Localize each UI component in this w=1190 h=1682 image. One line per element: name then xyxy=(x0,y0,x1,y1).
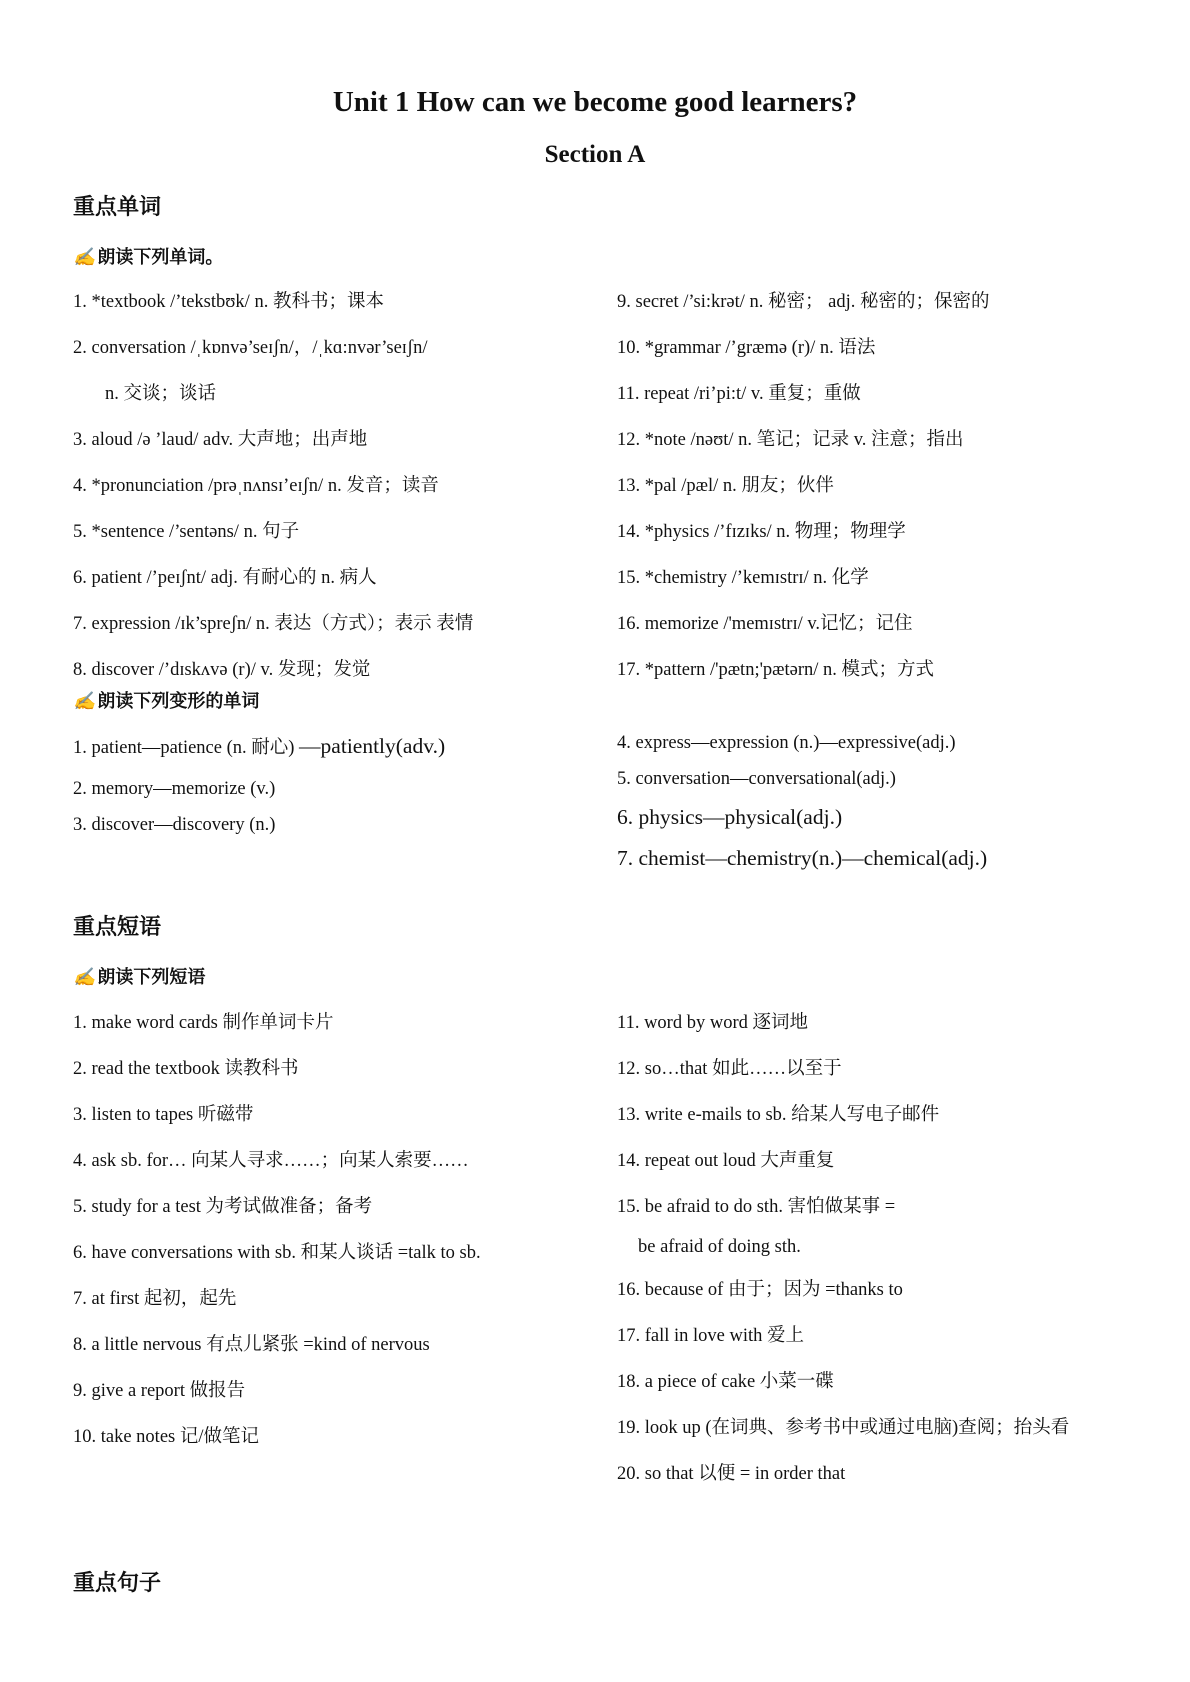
form-item: 7. chemist—chemistry(n.)—chemical(adj.) xyxy=(617,846,988,870)
phrase-item: 3. listen to tapes 听磁带 xyxy=(73,1105,254,1125)
vocab-item: 12. *note /nəʊt/ n. 笔记；记录 v. 注意；指出 xyxy=(617,430,964,450)
pen-icon: ✍ xyxy=(73,247,96,268)
phrase-item: 5. study for a test 为考试做准备；备考 xyxy=(73,1197,373,1217)
vocab-item: 5. *sentence /’sentəns/ n. 句子 xyxy=(73,522,300,542)
vocab-heading: 重点单词 xyxy=(73,195,162,220)
vocab-item: 15. *chemistry /’kemɪstrɪ/ n. 化学 xyxy=(617,568,869,588)
forms-instruction-text: 朗读下列变形的单词 xyxy=(97,691,260,712)
phrase-item: 10. take notes 记/做笔记 xyxy=(73,1427,260,1447)
phrase-item: 14. repeat out loud 大声重复 xyxy=(617,1151,835,1171)
vocab-item: 10. *grammar /’græmə (r)/ n. 语法 xyxy=(617,338,876,358)
pen-icon: ✍ xyxy=(73,691,96,712)
phrases-heading: 重点短语 xyxy=(73,915,162,940)
phrase-item: 8. a little nervous 有点儿紧张 =kind of nervous xyxy=(73,1335,430,1355)
phrase-item: 15. be afraid to do sth. 害怕做某事 = xyxy=(617,1197,896,1217)
vocab-item: 7. expression /ɪk’spreʃn/ n. 表达（方式）；表示 表情 xyxy=(73,614,474,634)
form-item xyxy=(73,733,445,759)
form-item-part-large: —patiently(adv.) xyxy=(299,734,446,758)
pen-icon: ✍ xyxy=(73,967,96,988)
phrase-item: 16. because of 由于；因为 =thanks to xyxy=(617,1280,903,1300)
form-item: 3. discover—discovery (n.) xyxy=(73,815,276,835)
forms-instruction xyxy=(73,687,259,713)
phrase-item-continued: be afraid of doing sth. xyxy=(638,1237,801,1257)
phrase-item: 7. at first 起初，起先 xyxy=(73,1289,237,1309)
vocab-item: 13. *pal /pæl/ n. 朋友；伙伴 xyxy=(617,476,834,496)
form-item-part: 1. patient—patience (n. 耐心) xyxy=(73,738,300,758)
phrase-item: 11. word by word 逐词地 xyxy=(617,1013,808,1033)
phrase-item: 2. read the textbook 读教科书 xyxy=(73,1059,299,1079)
phrase-item: 1. make word cards 制作单词卡片 xyxy=(73,1013,334,1033)
phrase-item: 6. have conversations with sb. 和某人谈话 =talk to sb. xyxy=(73,1243,481,1263)
phrase-item: 17. fall in love with 爱上 xyxy=(617,1326,805,1346)
phrase-item: 12. so…that 如此……以至于 xyxy=(617,1059,842,1079)
vocab-item: 14. *physics /’fɪzɪks/ n. 物理；物理学 xyxy=(617,522,906,542)
vocab-item: 9. secret /’si:krət/ n. 秘密； adj. 秘密的；保密的 xyxy=(617,292,990,312)
sentences-heading: 重点句子 xyxy=(73,1571,162,1596)
vocab-item: 1. *textbook /’tekstbʊk/ n. 教科书；课本 xyxy=(73,292,384,312)
vocab-item: 6. patient /’peɪʃnt/ adj. 有耐心的 n. 病人 xyxy=(73,568,377,588)
vocab-item: 16. memorize /'memɪstrɪ/ v.记忆；记住 xyxy=(617,614,913,634)
vocab-item: 17. *pattern /'pætn;'pætərn/ n. 模式；方式 xyxy=(617,660,935,680)
phrases-instruction xyxy=(73,963,205,989)
phrase-item: 9. give a report 做报告 xyxy=(73,1381,246,1401)
vocab-item: 2. conversation /ˌkɒnvə’seɪʃn/，/ˌkɑ:nvər’seɪʃn/ xyxy=(73,338,428,358)
phrase-item: 18. a piece of cake 小菜一碟 xyxy=(617,1372,834,1392)
phrase-item: 4. ask sb. for… 向某人寻求……；向某人索要…… xyxy=(73,1151,469,1171)
vocab-instruction xyxy=(73,243,223,269)
phrases-instruction-text: 朗读下列短语 xyxy=(97,967,206,988)
form-item: 6. physics—physical(adj.) xyxy=(617,805,843,829)
vocab-item: 8. discover /’dɪskʌvə (r)/ v. 发现；发觉 xyxy=(73,660,371,680)
phrase-item: 19. look up (在词典、参考书中或通过电脑)查阅；抬头看 xyxy=(617,1418,1070,1438)
form-item: 4. express—expression (n.)—expressive(adj.) xyxy=(617,733,956,753)
phrase-item: 13. write e-mails to sb. 给某人写电子邮件 xyxy=(617,1105,940,1125)
form-item: 2. memory—memorize (v.) xyxy=(73,779,276,799)
vocab-item-continued: n. 交谈；谈话 xyxy=(105,384,217,404)
section-title: Section A xyxy=(544,141,646,168)
vocab-item: 4. *pronunciation /prəˌnʌnsɪ’eɪʃn/ n. 发音；读音 xyxy=(73,476,439,496)
phrase-item: 20. so that 以便 = in order that xyxy=(617,1464,846,1484)
form-item: 5. conversation—conversational(adj.) xyxy=(617,769,896,789)
unit-title: Unit 1 How can we become good learners? xyxy=(332,86,858,118)
vocab-instruction-text: 朗读下列单词。 xyxy=(97,247,224,268)
vocab-item: 3. aloud /ə ’laud/ adv. 大声地；出声地 xyxy=(73,430,368,450)
vocab-item: 11. repeat /ri’pi:t/ v. 重复；重做 xyxy=(617,384,861,404)
